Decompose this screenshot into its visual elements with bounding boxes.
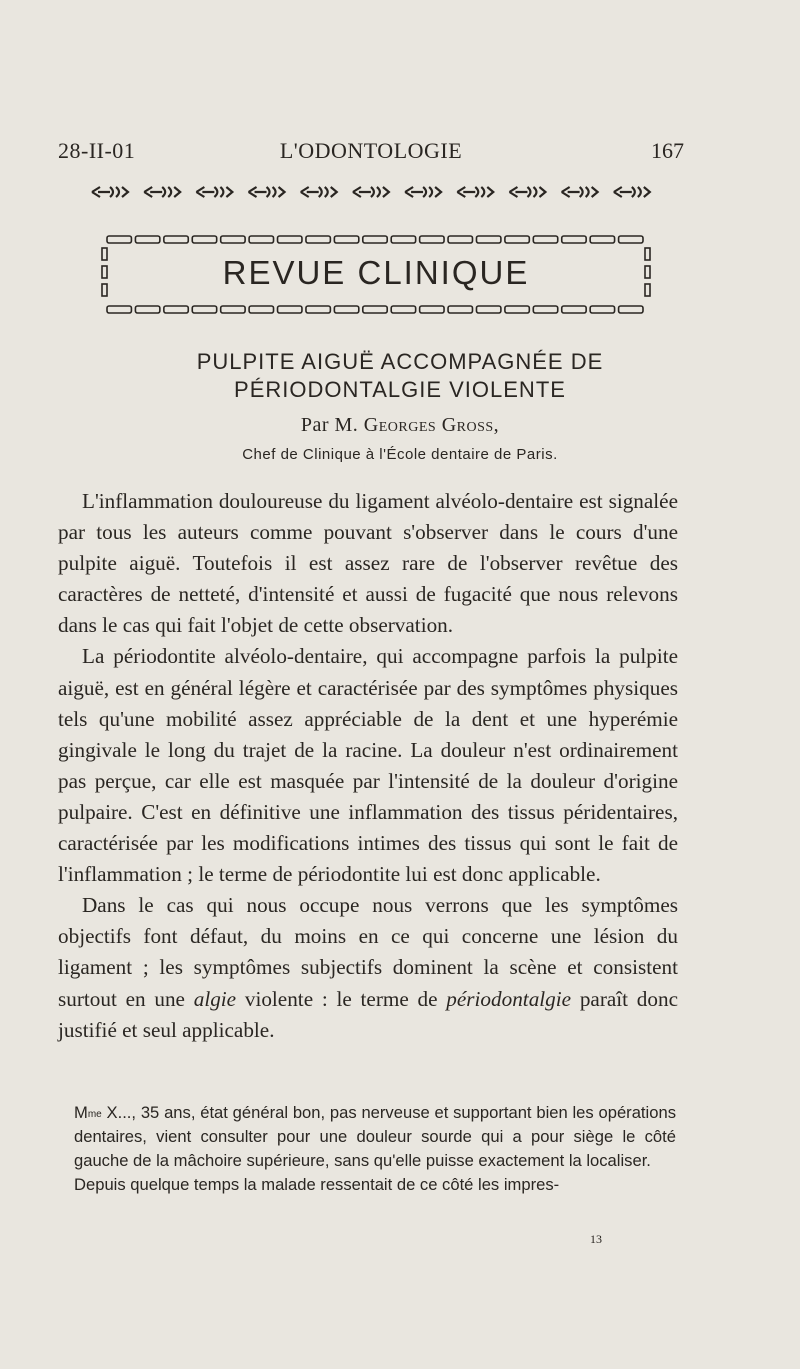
paragraph-1: L'inflammation douloureuse du ligament alvéolo-dentaire est signalée par tous les auteurs comme pouvant s'observer dans le cours d'une pulpite aiguë. Toutefois il est assez rare de l'observer revêtue des caractères de netteté, d'intensité et aussi de fugacité que nous relevons dans le cas qui fait l'objet de cette observation. — [58, 489, 678, 638]
case-paragraph-1: $M^{me}$ X..., 35 ans, état général bon, pas nerveuse et supportant bien les opérations dentaires, vient consulter pour une douleur sourde qui a pour siège le côté gauche de la mâchoire supérieure, sans qu'elle puisse exactement la localiser. — [74, 1103, 676, 1170]
running-header — [58, 138, 684, 168]
section-frame — [100, 228, 652, 320]
ornament-band — [88, 178, 662, 206]
paragraph-2: La périodontite alvéolo-dentaire, qui accompagne parfois la pulpite aiguë, est en général légère et caractérisée par des symptômes physiques tels qu'une mobilité assez appréciable de la dent et une hyperémie gingivale le long du trajet de la racine. La douleur n'est ordinairement pas perçue, car elle est masquée par l'intensité de la douleur d'origine pulpaire. C'est en définitive une inflammation des tissus péridentaires, caractérisée par les modifications intimes des tissus qui sont le fait de l'inflammation ; le terme de périodontite lui est donc applicable. — [58, 644, 678, 887]
section-title: REVUE CLINIQUE — [222, 254, 530, 291]
case-paragraph-2: Depuis quelque temps la malade ressentait de ce côté les impres- — [74, 1175, 560, 1194]
header-page-number: 167 — [651, 138, 684, 163]
byline-prefix: Par M. — [300, 414, 364, 436]
article-body — [58, 486, 678, 1046]
case-report — [74, 1101, 676, 1197]
paragraph-3: Dans le cas qui nous occupe nous verrons que les symptômes objectifs font défaut, du moins en ce qui concerne une lésion du ligament ; les symptômes subjectifs dominent la scène et consistent surtout en une algie violente : le terme de périodontalgie paraît donc justifié et seul applicable. — [58, 893, 678, 1042]
emphasis-periodontalgie: périodontalgie — [446, 986, 572, 1011]
article-title-line-1: PULPITE AIGUË ACCOMPAGNÉE DE — [196, 349, 604, 374]
header-journal-title: L'ODONTOLOGIE — [279, 138, 463, 163]
article-title — [80, 348, 720, 404]
emphasis-algie: algie — [193, 986, 237, 1011]
header-date: 28-II-01 — [58, 138, 136, 163]
article-title-line-2: PÉRIODONTALGIE VIOLENTE — [234, 377, 566, 402]
signature-mark: 13 — [590, 1232, 602, 1246]
byline — [80, 414, 720, 437]
author-affiliation: Chef de Clinique à l'École dentaire de Paris. — [242, 446, 558, 463]
author-name: Georges Gross, — [363, 414, 500, 436]
